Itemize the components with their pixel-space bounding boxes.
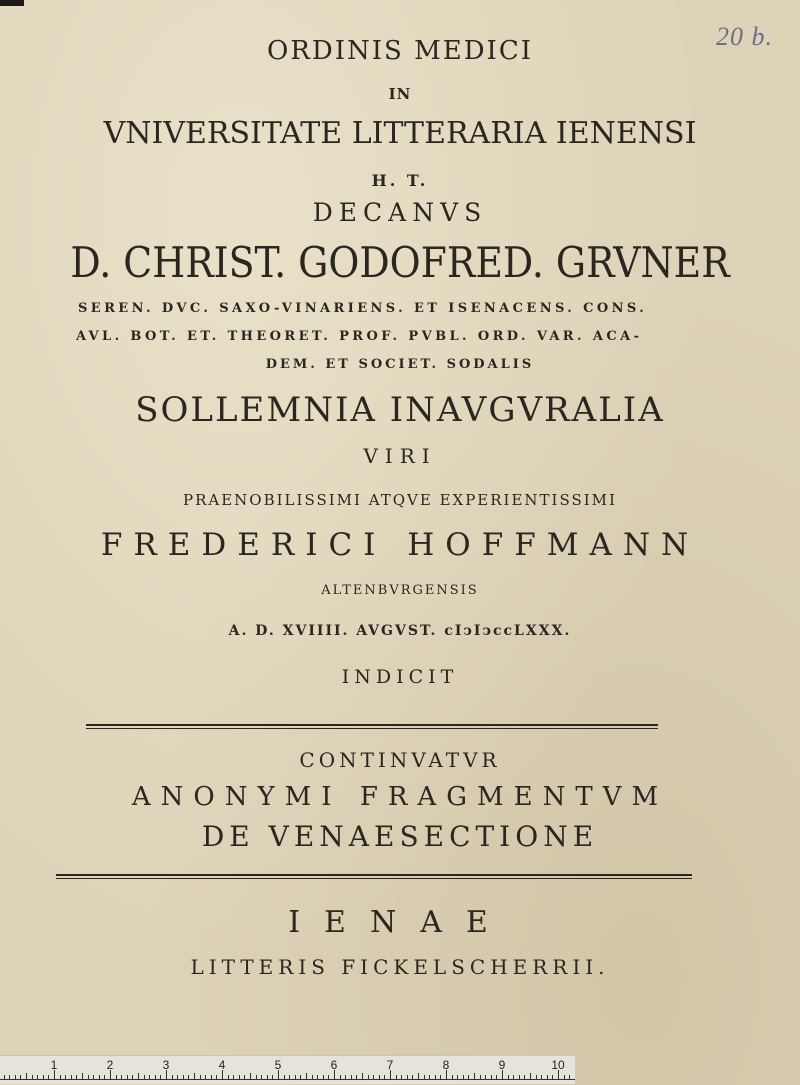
- line-de-venaesectione: DE VENAESECTIONE: [201, 820, 599, 853]
- ruler-tick: [32, 1075, 33, 1079]
- ruler-tick: [407, 1075, 408, 1079]
- ruler-tick: [127, 1075, 128, 1079]
- ruler-baseline: [0, 1079, 575, 1080]
- measurement-ruler: [0, 1055, 575, 1084]
- ruler-tick: [564, 1075, 565, 1079]
- ruler-tick: [356, 1075, 357, 1079]
- ruler-tick: [155, 1075, 156, 1079]
- ruler-tick: [88, 1075, 89, 1079]
- ruler-number: 1: [50, 1058, 58, 1072]
- double-rule-divider: [86, 724, 658, 729]
- line-universitate: VNIVERSITATE LITTERARIA IENENSI: [103, 116, 697, 151]
- ruler-tick: [9, 1075, 10, 1079]
- ruler-tick: [104, 1075, 105, 1079]
- ruler-tick: [435, 1075, 436, 1079]
- ruler-tick: [485, 1075, 486, 1079]
- dean-name: D. CHRIST. GODOFRED. GRVNER: [70, 238, 730, 287]
- ruler-tick: [457, 1075, 458, 1079]
- imprint-printer: LITTERIS FICKELSCHERRII.: [190, 955, 610, 979]
- ruler-number: 3: [162, 1058, 170, 1072]
- ruler-tick: [300, 1075, 301, 1079]
- ruler-tick: [239, 1075, 240, 1079]
- ruler-tick: [284, 1075, 285, 1079]
- ruler-tick: [491, 1075, 492, 1079]
- ruler-tick: [37, 1075, 38, 1079]
- ruler-tick: [289, 1075, 290, 1079]
- imprint-place: IENAE: [288, 905, 512, 940]
- ruler-tick: [65, 1075, 66, 1079]
- ruler-tick: [244, 1075, 245, 1079]
- ruler-tick: [328, 1075, 329, 1079]
- line-date: A. D. XVIIII. AVGVST. cIↄIↄccLXXX.: [228, 623, 572, 639]
- line-altenburgensis: ALTENBVRGENSIS: [321, 583, 479, 598]
- ruler-number: 5: [274, 1058, 282, 1072]
- ruler-tick: [396, 1075, 397, 1079]
- ruler-tick: [496, 1075, 497, 1079]
- ruler-tick: [412, 1075, 413, 1079]
- ruler-tick: [200, 1075, 201, 1079]
- ruler-tick: [508, 1075, 509, 1079]
- line-ordinis-medici: ORDINIS MEDICI: [267, 36, 533, 66]
- ruler-tick: [373, 1075, 374, 1079]
- ruler-tick: [379, 1075, 380, 1079]
- line-indicit: INDICIT: [341, 666, 459, 688]
- ruler-tick: [362, 1073, 363, 1079]
- ruler-number: 2: [106, 1058, 114, 1072]
- ruler-tick: [60, 1075, 61, 1079]
- ruler-tick: [306, 1073, 307, 1079]
- ruler-tick: [424, 1075, 425, 1079]
- handwritten-shelfmark: 20 b.: [716, 22, 773, 51]
- line-praenobilissimi: PRAENOBILISSIMI ATQVE EXPERIENTISSIMI: [183, 491, 617, 509]
- ruler-tick: [463, 1075, 464, 1079]
- ruler-number: 9: [498, 1058, 506, 1072]
- line-in: IN: [388, 85, 412, 103]
- ruler-tick: [144, 1075, 145, 1079]
- ruler-number: 7: [386, 1058, 394, 1072]
- ruler-tick: [93, 1075, 94, 1079]
- line-decanus: DECANVS: [312, 198, 488, 227]
- ruler-tick: [323, 1075, 324, 1079]
- line-seren: SEREN. DVC. SAXO-VINARIENS. ET ISENACENS. CONS.: [78, 301, 648, 316]
- ruler-tick: [149, 1075, 150, 1079]
- ruler-tick: [312, 1075, 313, 1079]
- ruler-tick: [211, 1075, 212, 1079]
- honoree-name: FREDERICI HOFFMANN: [100, 527, 700, 563]
- ruler-number: 6: [330, 1058, 338, 1072]
- ruler-tick: [177, 1075, 178, 1079]
- ruler-tick: [121, 1075, 122, 1079]
- ruler-tick: [250, 1073, 251, 1079]
- ruler-tick: [228, 1075, 229, 1079]
- ruler-tick: [188, 1075, 189, 1079]
- ruler-tick: [43, 1075, 44, 1079]
- ruler-tick: [160, 1075, 161, 1079]
- ruler-tick: [138, 1073, 139, 1079]
- scan-corner-mark: [0, 0, 24, 6]
- ruler-tick: [99, 1075, 100, 1079]
- line-continvatvr: CONTINVATVR: [299, 748, 501, 772]
- ruler-tick: [20, 1075, 21, 1079]
- ruler-tick: [552, 1075, 553, 1079]
- ruler-tick: [183, 1075, 184, 1079]
- ruler-tick: [452, 1075, 453, 1079]
- ruler-tick: [272, 1075, 273, 1079]
- ruler-tick: [132, 1075, 133, 1079]
- ruler-tick: [536, 1075, 537, 1079]
- ruler-tick: [76, 1075, 77, 1079]
- ruler-tick: [172, 1075, 173, 1079]
- ruler-tick: [15, 1075, 16, 1079]
- ruler-tick: [267, 1075, 268, 1079]
- ruler-number: 4: [218, 1058, 226, 1072]
- ruler-tick: [194, 1073, 195, 1079]
- ruler-tick: [340, 1075, 341, 1079]
- ruler-tick: [26, 1073, 27, 1079]
- ruler-tick: [261, 1075, 262, 1079]
- ruler-tick: [295, 1075, 296, 1079]
- ruler-tick: [384, 1075, 385, 1079]
- double-rule-divider-lower: [56, 874, 692, 879]
- ruler-tick: [429, 1075, 430, 1079]
- ruler-tick: [205, 1075, 206, 1079]
- ruler-tick: [569, 1075, 570, 1079]
- ruler-tick: [530, 1073, 531, 1079]
- ruler-number: 8: [442, 1058, 450, 1072]
- ruler-tick: [524, 1075, 525, 1079]
- ruler-tick: [468, 1075, 469, 1079]
- ruler-tick: [4, 1075, 5, 1079]
- line-sollemnia: SOLLEMNIA INAVGVRALIA: [135, 390, 665, 430]
- ruler-tick: [368, 1075, 369, 1079]
- ruler-tick: [256, 1075, 257, 1079]
- ruler-tick: [351, 1075, 352, 1079]
- line-dem-sodalis: DEM. ET SOCIET. SODALIS: [265, 357, 535, 372]
- line-avl: AVL. BOT. ET. THEORET. PROF. PVBL. ORD. VAR. ACA-: [76, 329, 643, 344]
- ruler-tick: [513, 1075, 514, 1079]
- ruler-tick: [71, 1075, 72, 1079]
- ruler-tick: [233, 1075, 234, 1079]
- line-anonymi: ANONYMI FRAGMENTVM: [131, 782, 669, 812]
- ruler-tick: [519, 1075, 520, 1079]
- ruler-tick: [401, 1075, 402, 1079]
- ruler-tick: [116, 1075, 117, 1079]
- ruler-tick: [547, 1075, 548, 1079]
- ruler-tick: [345, 1075, 346, 1079]
- line-viri: VIRI: [363, 444, 437, 468]
- ruler-tick: [48, 1075, 49, 1079]
- line-ht: H. T.: [371, 171, 429, 190]
- ruler-tick: [418, 1073, 419, 1079]
- ruler-tick: [82, 1073, 83, 1079]
- ruler-tick: [216, 1075, 217, 1079]
- ruler-tick: [480, 1075, 481, 1079]
- ruler-tick: [541, 1075, 542, 1079]
- ruler-tick: [474, 1073, 475, 1079]
- ruler-tick: [317, 1075, 318, 1079]
- ruler-tick: [440, 1075, 441, 1079]
- ruler-number: 10: [551, 1058, 565, 1072]
